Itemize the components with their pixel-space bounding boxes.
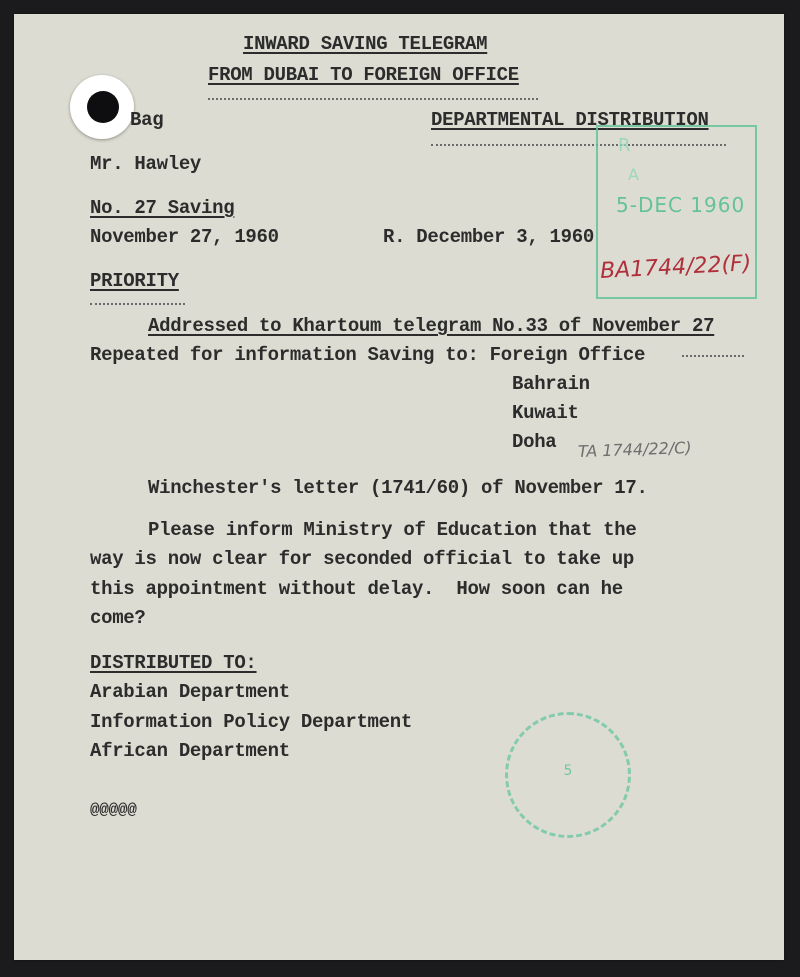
repeated-line: Repeated for information Saving to: Foreign Office <box>90 344 646 366</box>
recipient-bahrain: Bahrain <box>512 373 590 395</box>
date-received: R. December 3, 1960 <box>383 226 594 248</box>
priority-label: PRIORITY <box>90 270 179 292</box>
paragraph-line-2: way is now clear for seconded official to take up <box>90 548 634 570</box>
seal-number: 5 <box>563 763 573 779</box>
stamp-letter: A <box>628 165 639 184</box>
title-line-1: INWARD SAVING TELEGRAM <box>243 33 488 55</box>
title-line-2: FROM DUBAI TO FOREIGN OFFICE <box>208 64 519 86</box>
departmental-distribution: DEPARTMENTAL DISTRIBUTION <box>431 109 709 131</box>
addressed-line: Addressed to Khartoum telegram No.33 of November 27 <box>148 315 715 337</box>
recipient-doha: Doha <box>512 431 557 453</box>
stamp-top-text: R <box>618 135 633 156</box>
registry-seal <box>505 712 631 838</box>
distributed-to-label: DISTRIBUTED TO: <box>90 652 257 674</box>
bag-label: Bag <box>130 109 164 131</box>
paragraph-line-3: this appointment without delay. How soon can he <box>90 578 623 600</box>
priority-dotted-rule <box>90 303 185 305</box>
recipient-kuwait: Kuwait <box>512 402 579 424</box>
punch-hole <box>70 75 134 139</box>
sender-name: Mr. Hawley <box>90 153 202 175</box>
reference-line: Winchester's letter (1741/60) of November 17. <box>148 477 648 499</box>
dept-african: African Department <box>90 740 290 762</box>
paragraph-line-4: come? <box>90 607 146 629</box>
dept-information-policy: Information Policy Department <box>90 711 412 733</box>
end-mark: @@@@@ <box>90 801 137 819</box>
title-dotted-rule <box>208 98 538 100</box>
telegram-number: No. 27 Saving <box>90 197 235 219</box>
pencil-reference-annotation: TA 1744/22/C) <box>577 438 692 461</box>
repeated-dotted-rule <box>682 355 744 357</box>
paragraph-line-1: Please inform Ministry of Education that the <box>148 519 637 541</box>
stamp-date: 5-DEC 1960 <box>616 193 746 217</box>
dept-arabian: Arabian Department <box>90 681 290 703</box>
red-reference-annotation: BA1744/22(F) <box>599 251 752 284</box>
date-sent: November 27, 1960 <box>90 226 279 248</box>
